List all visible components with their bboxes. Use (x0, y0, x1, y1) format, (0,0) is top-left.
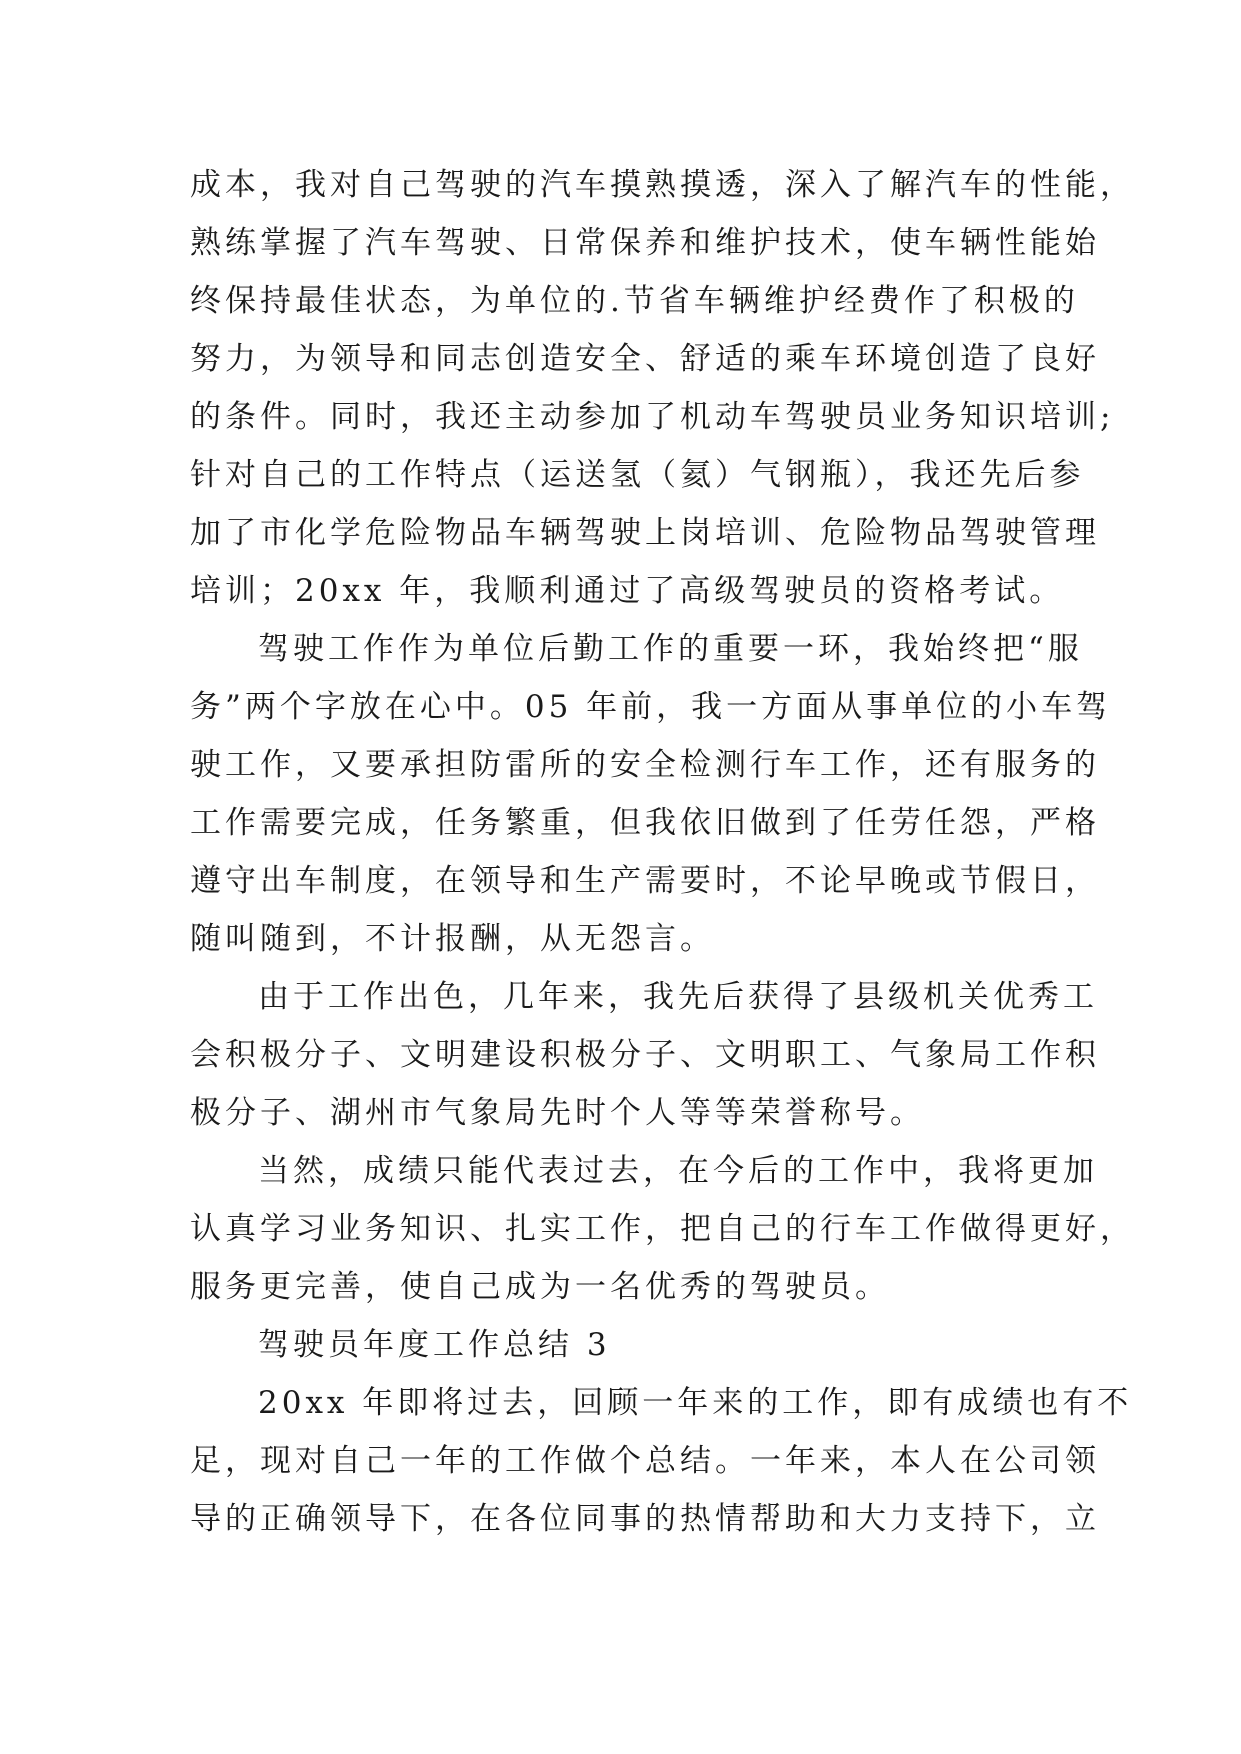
text-line: 培训；20xx 年，我顺利通过了高级驾驶员的资格考试。 (190, 573, 1065, 609)
text-line: 会积极分子、文明建设积极分子、文明职工、气象局工作积 (190, 1037, 1100, 1073)
text-line: 加了市化学危险物品车辆驾驶上岗培训、危险物品驾驶管理 (190, 515, 1100, 551)
text-line: 努力，为领导和同志创造安全、舒适的乘车环境创造了良好 (190, 341, 1100, 377)
text-line: 极分子、湖州市气象局先时个人等等荣誉称号。 (190, 1095, 925, 1131)
paragraph-first-line: 当然，成绩只能代表过去，在今后的工作中，我将更加 (258, 1153, 1098, 1189)
text-line: 服务更完善，使自己成为一名优秀的驾驶员。 (190, 1269, 890, 1305)
text-line: 针对自己的工作特点（运送氢（氦）气钢瓶），我还先后参 (190, 457, 1085, 493)
text-line: 认真学习业务知识、扎实工作，把自己的行车工作做得更好， (190, 1211, 1135, 1247)
text-line: 足，现对自己一年的工作做个总结。一年来，本人在公司领 (190, 1443, 1100, 1479)
paragraph-first-line: 由于工作出色，几年来，我先后获得了县级机关优秀工 (258, 979, 1098, 1015)
text-line: 终保持最佳状态，为单位的.节省车辆维护经费作了积极的 (190, 283, 1079, 319)
paragraph-first-line: 驾驶工作作为单位后勤工作的重要一环，我始终把“服 (258, 631, 1083, 667)
paragraph-first-line: 驾驶员年度工作总结 3 (258, 1327, 611, 1363)
text-line: 导的正确领导下，在各位同事的热情帮助和大力支持下，立 (190, 1501, 1100, 1537)
text-line: 成本，我对自己驾驶的汽车摸熟摸透，深入了解汽车的性能， (190, 167, 1135, 203)
text-line: 驶工作，又要承担防雷所的安全检测行车工作，还有服务的 (190, 747, 1100, 783)
paragraph-first-line: 20xx 年即将过去，回顾一年来的工作，即有成绩也有不 (258, 1385, 1133, 1421)
text-line: 随叫随到，不计报酬，从无怨言。 (190, 921, 715, 957)
text-line: 遵守出车制度，在领导和生产需要时，不论早晚或节假日， (190, 863, 1100, 899)
text-line: 务”两个字放在心中。05 年前，我一方面从事单位的小车驾 (190, 689, 1112, 725)
text-line: 工作需要完成，任务繁重，但我依旧做到了任劳任怨，严格 (190, 805, 1100, 841)
document-body (190, 156, 1135, 1548)
text-line: 熟练掌握了汽车驾驶、日常保养和维护技术，使车辆性能始 (190, 225, 1100, 261)
text-line: 的条件。同时，我还主动参加了机动车驾驶员业务知识培训; (190, 399, 1115, 435)
